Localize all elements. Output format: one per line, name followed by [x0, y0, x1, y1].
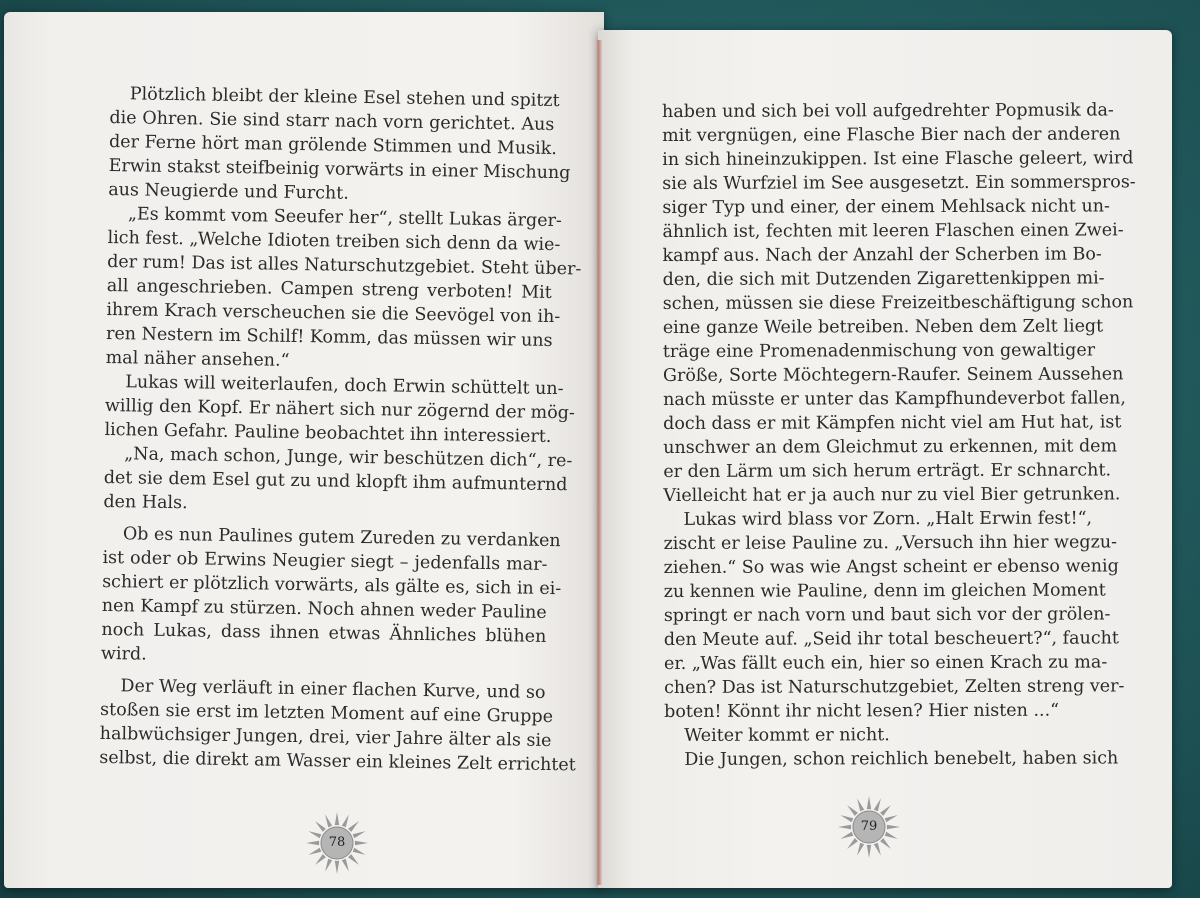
text-line: selbst, die direkt am Wasser ein kleines Zelt errichtet — [99, 747, 576, 776]
text-line: springt er nach vorn und baut sich vor der grölen- — [663, 604, 1111, 626]
text-line: ziehen.“ So was wie Angst scheint er ebenso wenig — [663, 556, 1119, 578]
text-line: stoßen sie erst im letzten Moment auf eine Gruppe — [99, 699, 554, 728]
text-line: der rum! Das ist alles Naturschutzgebiet. Steht über- — [107, 251, 582, 280]
text-line: Der Weg verläuft in einer flachen Kurve, und so — [120, 676, 546, 703]
text-line: den, die sich mit Dutzenden Zigarettenkippen mi- — [662, 268, 1105, 290]
page-number-label: 78 — [328, 835, 346, 850]
text-line: lichen Gefahr. Pauline beobachtet ihn interessiert. — [104, 419, 552, 447]
text-line: lich fest. „Welche Idioten treiben sich denn da wie- — [107, 227, 561, 256]
text-line: all angeschrieben. Campen streng verboten! Mit — [106, 275, 552, 303]
text-line: boten! Könnt ihr nicht lesen? Hier nisten ...“ — [664, 700, 1060, 722]
text-line: zischt er leise Pauline zu. „Versuch ihn hier wegzu- — [663, 532, 1118, 554]
text-line: mal näher ansehen.“ — [105, 347, 290, 371]
book-spine — [596, 40, 602, 885]
text-line: nach müsste er unter das Kampfhundeverbot fallen, — [663, 388, 1126, 410]
text-line: Lukas will weiterlaufen, doch Erwin schüttelt un- — [125, 372, 564, 400]
text-line: der Ferne hört man grölende Stimmen und Musik. — [108, 131, 558, 160]
text-line: ihrem Krach verscheuchen sie die Seevögel von ih- — [106, 299, 561, 328]
text-line: Die Jungen, schon reichlich benebelt, haben sich — [684, 748, 1119, 770]
text-line: noch Lukas, dass ihnen etwas Ähnliches blühen — [101, 619, 547, 647]
text-line: Ob es nun Paulines gutem Zureden zu verdanken — [122, 524, 561, 552]
text-line: det sie dem Esel gut zu und klopft ihm aufmunternd — [103, 467, 568, 496]
text-line: er. „Was fällt euch ein, hier so einen Krach zu ma- — [663, 652, 1108, 674]
text-line: ist oder ob Erwins Neugier siegt – jedenfalls mar- — [102, 547, 548, 575]
text-line: den Meute auf. „Seid ihr total bescheuert?“, faucht — [663, 628, 1119, 650]
left-page-text — [99, 82, 582, 777]
text-line: Lukas wird blass vor Zorn. „Halt Erwin fest!“, — [683, 508, 1093, 530]
text-line: den Hals. — [103, 491, 188, 514]
right-page-text — [662, 99, 1136, 772]
text-line: haben und sich bei voll aufgedrehter Popmusik da- — [662, 100, 1114, 122]
text-line: chen? Das ist Naturschutzgebiet, Zelten streng ver- — [664, 676, 1125, 698]
text-line: Erwin stakst steifbeinig vorwärts in einer Mischung — [108, 155, 571, 184]
text-line: aus Neugierde und Furcht. — [108, 179, 350, 204]
text-line: Größe, Sorte Möchtegern-Raufer. Seinem Aussehen — [662, 364, 1124, 386]
page-number-79 — [836, 794, 902, 860]
text-line: willig den Kopf. Er nähert sich nur zögernd der mög- — [104, 395, 575, 424]
page-number-label: 79 — [860, 819, 878, 834]
text-line: zu kennen wie Pauline, denn im gleichen Moment — [663, 580, 1106, 602]
text-line: ähnlich ist, fechten mit leeren Flaschen einen Zwei- — [662, 220, 1124, 242]
text-line: Weiter kommt er nicht. — [684, 725, 890, 746]
text-line: „Na, mach schon, Junge, wir beschützen dich“, re- — [123, 444, 573, 472]
text-line: er den Lärm um sich herum erträgt. Er schnarcht. — [663, 460, 1112, 482]
text-line: halbwüchsiger Jungen, drei, vier Jahre älter als sie — [99, 723, 552, 752]
text-line: die Ohren. Sie sind starr nach vorn gerichtet. Aus — [109, 107, 555, 135]
text-line: Plötzlich bleibt der kleine Esel stehen und spitzt — [129, 84, 560, 112]
text-line: Vielleicht hat er ja auch nur zu viel Bier getrunken. — [663, 484, 1121, 506]
text-line: träge eine Promenadenmischung von gewaltiger — [662, 340, 1096, 362]
text-line: unschwer an dem Gleichmut zu erkennen, mit dem — [663, 436, 1118, 458]
text-line: doch dass er mit Kämpfen nicht viel am Hut hat, ist — [663, 412, 1122, 434]
text-line: sie als Wurfziel im See ausgesetzt. Ein sommerspros- — [662, 172, 1136, 194]
text-line: in sich hineinzukippen. Ist eine Flasche geleert, wird — [662, 148, 1134, 170]
text-line: ren Nestern im Schilf! Komm, das müssen wir uns — [105, 323, 553, 351]
text-line: siger Typ und einer, der einem Mehlsack nicht un- — [662, 196, 1111, 218]
text-line: wird. — [100, 643, 147, 665]
text-line: schiert er plötzlich vorwärts, als gälte es, sich in ei- — [101, 571, 562, 600]
page-number-78 — [304, 810, 370, 876]
text-line: eine ganze Weile betreiben. Neben dem Zelt liegt — [662, 316, 1104, 338]
text-line: schen, müssen sie diese Freizeitbeschäftigung schon — [662, 292, 1134, 314]
text-line: nen Kampf zu stürzen. Noch ahnen weder Pauline — [101, 595, 547, 623]
text-line: „Es kommt vom Seeufer her“, stellt Lukas ärger- — [127, 204, 562, 232]
text-line: mit vergnügen, eine Flasche Bier nach der anderen — [662, 124, 1121, 146]
text-line: kampf aus. Nach der Anzahl der Scherben im Bo- — [662, 244, 1102, 266]
